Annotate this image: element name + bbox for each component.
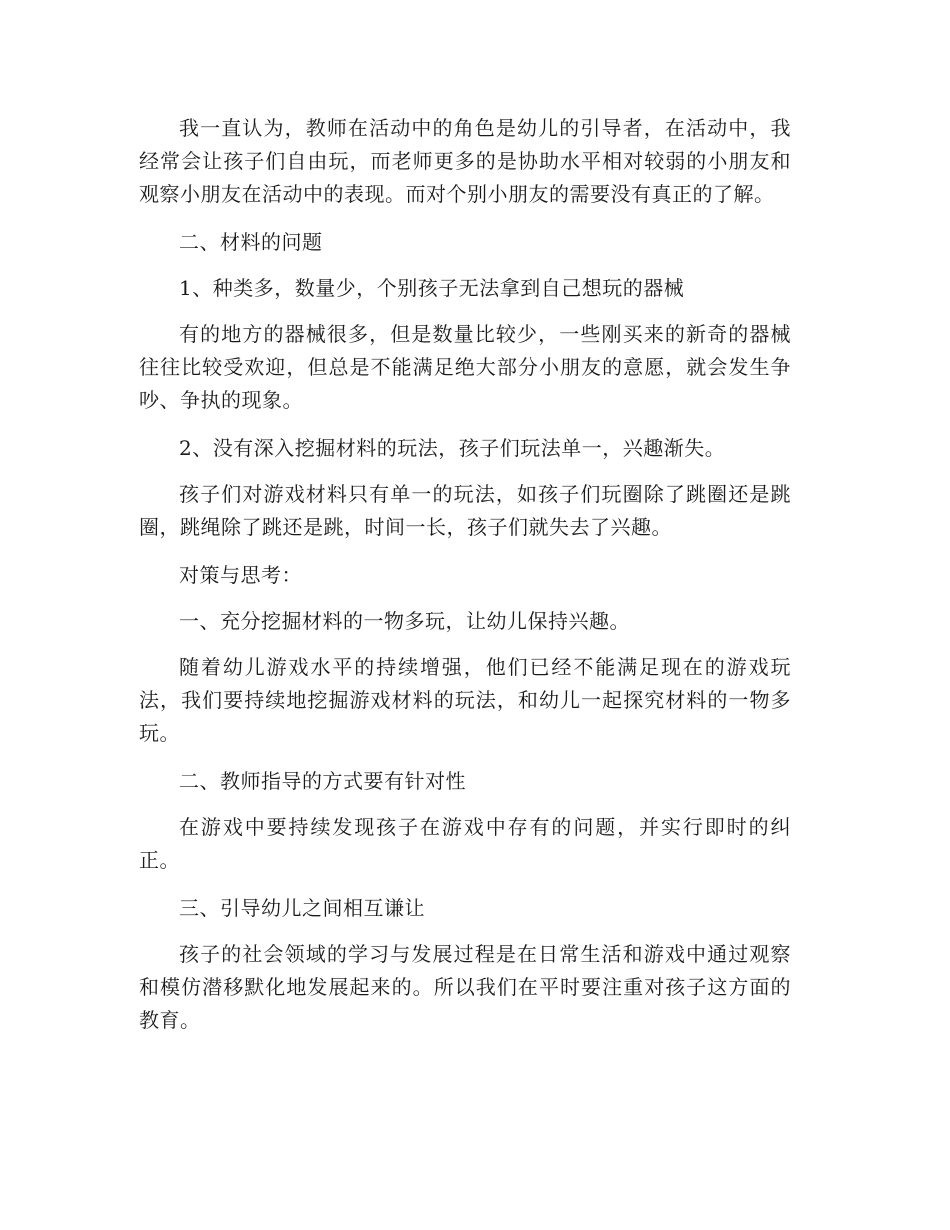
heading-countermeasures: 对策与思考： [179, 563, 302, 587]
paragraph-social-education: 孩子的社会领域的学习与发展过程是在日常生活和游戏中通过观察和模仿潜移默化地发展起来的。所以我们在平时要注重对孩子这方面的教育。 [139, 942, 791, 1032]
heading-material-problems: 二、材料的问题 [179, 230, 323, 254]
paragraph-timely-correction: 在游戏中要持续发现孩子在游戏中存有的问题，并实行即时的纠正。 [139, 815, 791, 872]
subheading-multi-use: 一、充分挖掘材料的一物多玩，让幼儿保持兴趣。 [179, 609, 630, 633]
subheading-variety-quantity: 1、种类多，数量少，个别孩子无法拿到自己想玩的器械 [179, 276, 685, 300]
document-body [139, 112, 791, 1052]
paragraph-equipment-shortage: 有的地方的器械很多，但是数量比较少，一些刚买来的新奇的器械往往比较受欢迎，但总是不能满足绝大部分小朋友的意愿，就会发生争吵、争执的现象。 [139, 322, 791, 412]
paragraph-explore-materials: 随着幼儿游戏水平的持续增强，他们已经不能满足现在的游戏玩法，我们要持续地挖掘游戏材料的玩法，和幼儿一起探究材料的一物多玩。 [139, 655, 791, 745]
subheading-material-usage: 2、没有深入挖掘材料的玩法，孩子们玩法单一，兴趣渐失。 [179, 436, 726, 460]
subheading-targeted-guidance: 二、教师指导的方式要有针对性 [179, 769, 466, 793]
paragraph-teacher-role: 我一直认为，教师在活动中的角色是幼儿的引导者，在活动中，我经常会让孩子们自由玩，而老师更多的是协助水平相对较弱的小朋友和观察小朋友在活动中的表现。而对个别小朋友的需要没有真正的了解。 [139, 116, 791, 206]
subheading-mutual-humility: 三、引导幼儿之间相互谦让 [179, 896, 425, 920]
paragraph-single-usage: 孩子们对游戏材料只有单一的玩法，如孩子们玩圈除了跳圈还是跳圈，跳绳除了跳还是跳，时间一长，孩子们就失去了兴趣。 [139, 482, 791, 539]
